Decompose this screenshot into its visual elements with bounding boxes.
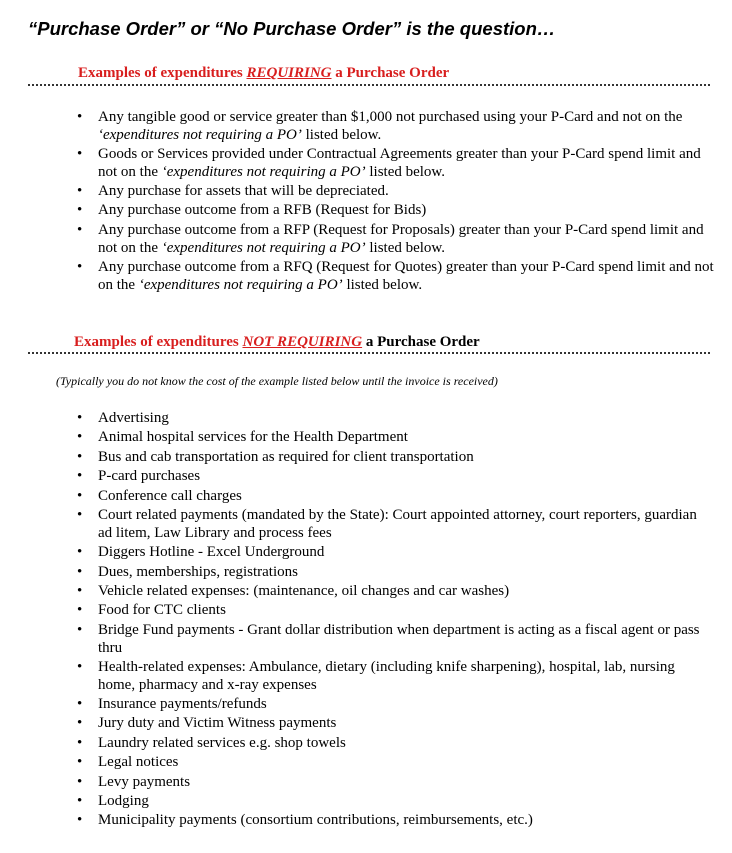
heading-suffix: a Purchase Order [331, 65, 450, 81]
list-item: • Dues, memberships, registrations [74, 564, 714, 582]
list-item: • Diggers Hotline - Excel Underground [74, 544, 714, 562]
list-item-text: Any purchase for assets that will be depreciated. [98, 183, 389, 200]
list-item [74, 202, 714, 220]
list-item [74, 259, 714, 295]
list-item: • Conference call charges [74, 488, 714, 506]
list-item-text: Any purchase outcome from a RFQ (Request for Quotes) greater than your P-Card spend limit and not on the [98, 258, 714, 293]
list-item: • P-card purchases [74, 468, 714, 486]
list-item [74, 183, 714, 201]
list-item: • Laundry related services e.g. shop towels [74, 735, 714, 753]
list-item-text: listed below. [342, 276, 423, 293]
list-item-reference: ‘expenditures not requiring a PO’ [98, 126, 302, 143]
not-requiring-list [74, 410, 714, 832]
heading-suffix: a Purchase Order [362, 334, 480, 350]
list-item: • Court related payments (mandated by the State): Court appointed attorney, court reporters, guardian ad litem, Law Library and process fees [74, 507, 714, 543]
list-item: • Insurance payments/refunds [74, 696, 714, 714]
list-item: • Advertising [74, 410, 714, 428]
heading-prefix: Examples of expenditures [78, 65, 247, 81]
list-item: • Municipality payments (consortium contributions, reimbursements, etc.) [74, 812, 714, 830]
list-item: • Jury duty and Victim Witness payments [74, 715, 714, 733]
list-item: • Lodging [74, 793, 714, 811]
section-note: (Typically you do not know the cost of the example listed below until the invoice is received) [56, 374, 498, 388]
list-item: • Health-related expenses: Ambulance, dietary (including knife sharpening), hospital, lab, nursing home, pharmacy and x-ray expenses [74, 659, 714, 695]
list-item: • Food for CTC clients [74, 602, 714, 620]
list-item-text: listed below. [301, 126, 382, 143]
page-title: “Purchase Order” or “No Purchase Order” is the question… [28, 18, 556, 39]
dotted-divider [28, 352, 710, 354]
list-item-text: listed below. [365, 163, 446, 180]
list-item [74, 109, 714, 145]
list-item: • Legal notices [74, 754, 714, 772]
list-item: • Animal hospital services for the Health Department [74, 429, 714, 447]
list-item [74, 146, 714, 182]
list-item: • Vehicle related expenses: (maintenance, oil changes and car washes) [74, 583, 714, 601]
list-item [74, 222, 714, 258]
list-item: • Bridge Fund payments - Grant dollar distribution when department is acting as a fiscal agent or pass thru [74, 622, 714, 658]
heading-prefix: Examples of expenditures [74, 334, 243, 350]
list-item-reference: ‘expenditures not requiring a PO’ [138, 276, 343, 293]
list-item-text: Any purchase outcome from a RFB (Request for Bids) [98, 202, 427, 219]
list-item-text: listed below. [365, 239, 446, 256]
list-item: • Levy payments [74, 774, 714, 792]
list-item-text: Goods or Services provided under Contractual Agreements greater than your P-Card spend limit and not on the [98, 146, 701, 180]
list-item-text: Any purchase outcome from a RFP (Request for Proposals) greater than your P-Card spend limit and not on the [98, 221, 704, 256]
list-item-reference: ‘expenditures not requiring a PO’ [161, 239, 366, 256]
list-item-reference: ‘expenditures not requiring a PO’ [161, 163, 366, 180]
heading-emphasis: REQUIRING [246, 65, 332, 81]
dotted-divider [28, 84, 710, 86]
requiring-list [74, 109, 714, 296]
list-item-text: Any tangible good or service greater than $1,000 not purchased using your P-Card and not on the [98, 109, 683, 125]
list-item: • Bus and cab transportation as required for client transportation [74, 449, 714, 467]
section-heading-not-requiring [74, 334, 480, 351]
section-heading-requiring [78, 65, 449, 82]
heading-emphasis: NOT REQUIRING [242, 334, 363, 350]
